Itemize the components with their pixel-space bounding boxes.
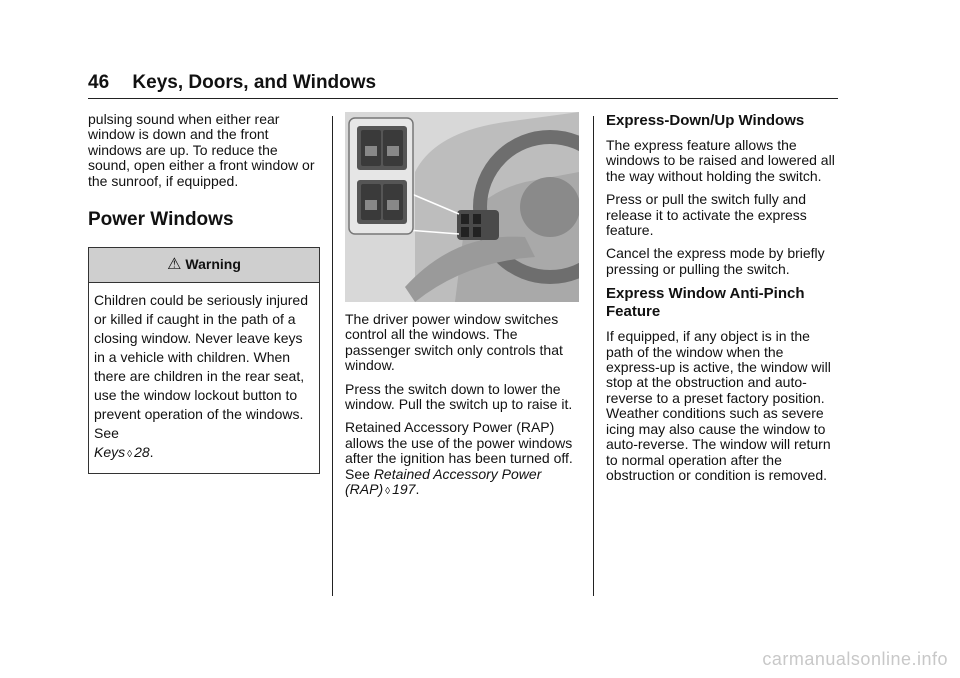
column-divider xyxy=(332,116,333,596)
column-middle xyxy=(345,112,580,507)
intro-paragraph: pulsing sound when either rear window is down and the front windows are up. To reduce the sound, open either a front window or the sunroof, if equipped. xyxy=(88,111,315,189)
xref-rap-link[interactable]: Retained Accessory Power (RAP) xyxy=(345,465,542,498)
press-switch-paragraph: Press the switch down to lower the window. Pull the switch up to raise it. xyxy=(345,380,573,413)
page-ref-icon: ◊ xyxy=(385,486,391,498)
column-right xyxy=(606,112,840,491)
watermark-text: carmanualsonline.info xyxy=(762,649,948,669)
express-paragraph-2: Press or pull the switch fully and release it to activate the express feature. xyxy=(606,191,807,239)
xref-rap-page[interactable]: 197 xyxy=(392,481,416,498)
warning-header xyxy=(89,248,319,283)
power-window-switches-illustration xyxy=(345,112,579,302)
express-paragraph-1: The express feature allows the windows to be raised and lowered all the way without holding the switch. xyxy=(606,137,835,184)
section-title: Power Windows xyxy=(88,209,234,231)
chapter-title: Keys, Doors, and Windows xyxy=(132,72,377,93)
warning-box xyxy=(88,247,320,474)
sentence-end: . xyxy=(415,481,420,498)
rap-text: Retained Accessory Power (RAP) allows the use of the power windows after the ignition has been turned off. See xyxy=(345,419,573,482)
rap-paragraph xyxy=(345,420,580,499)
anti-pinch-paragraph: If equipped, if any object is in the path of the window when the express-up is active, the window will stop at the obstruction and auto-reverse to a preset factory position. Weather conditions such as severe icing may also cause the window to auto-reverse. The window will return to normal operation after the obstruction or condition is removed. xyxy=(606,328,831,483)
express-paragraph-3: Cancel the express mode by briefly pressing or pulling the switch. xyxy=(606,245,825,277)
warning-icon: ⚠ xyxy=(167,256,182,274)
xref-keys-link[interactable]: Keys xyxy=(94,444,126,461)
column-left xyxy=(88,112,320,474)
header-divider xyxy=(88,98,838,99)
warning-body xyxy=(89,283,319,473)
driver-switch-paragraph: The driver power window switches control all the windows. The passenger switch only controls that window. xyxy=(345,311,563,374)
page-number: 46 xyxy=(88,72,110,93)
xref-page[interactable]: 28 xyxy=(134,444,150,461)
warning-label: Warning xyxy=(185,256,241,273)
page-ref-icon: ◊ xyxy=(127,449,133,461)
column-divider xyxy=(593,116,594,596)
sentence-end: . xyxy=(149,444,154,461)
warning-text: Children could be seriously injured or killed if caught in the path of a closing window. Never leave keys in a vehicle with children. When there are children in the rear seat, use the window lockout button to prevent operation of the windows. See xyxy=(94,292,309,442)
anti-pinch-heading: Express Window Anti-Pinch Feature xyxy=(606,285,805,321)
page-header xyxy=(88,72,376,94)
express-heading: Express-Down/Up Windows xyxy=(606,112,805,129)
